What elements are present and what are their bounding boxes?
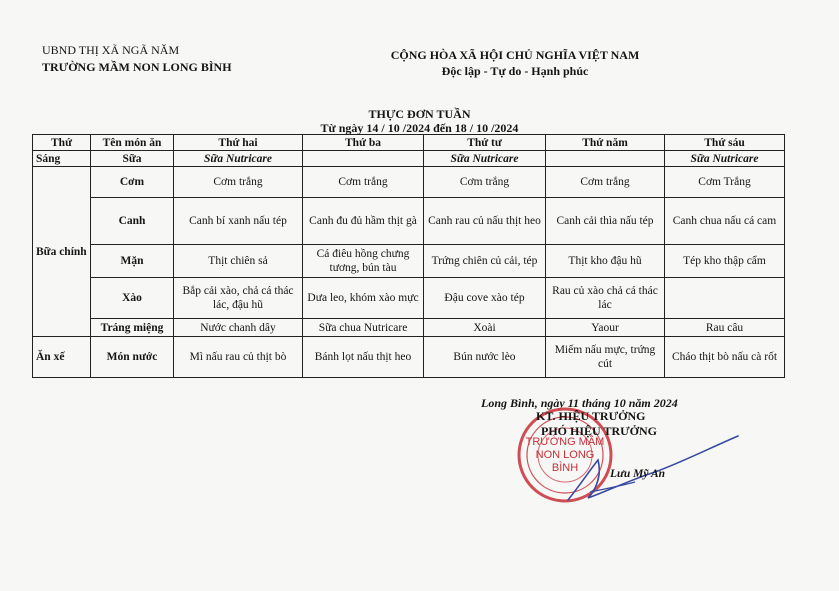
menu-cell: Cá điêu hồng chưng tương, bún tàu: [303, 245, 424, 278]
menu-cell: Cơm Trắng: [665, 167, 785, 198]
dish-cell: Mặn: [91, 245, 174, 278]
menu-cell: Rau câu: [665, 319, 785, 337]
menu-cell: Cơm trắng: [174, 167, 303, 198]
menu-cell: Tép kho thập cẩm: [665, 245, 785, 278]
menu-cell: Cơm trắng: [546, 167, 665, 198]
menu-cell: Cơm trắng: [303, 167, 424, 198]
menu-cell: [665, 278, 785, 319]
menu-cell: Bánh lọt nấu thịt heo: [303, 337, 424, 378]
table-row: [33, 278, 785, 319]
date-range: Từ ngày 14 / 10 /2024 đến 18 / 10 /2024: [320, 121, 519, 135]
menu-cell: Cháo thịt bò nấu cà rốt: [665, 337, 785, 378]
table-row: [33, 198, 785, 245]
menu-cell: Yaour: [546, 319, 665, 337]
menu-cell: Canh rau củ nấu thịt heo: [424, 198, 546, 245]
menu-cell: Canh bí xanh nấu tép: [174, 198, 303, 245]
header-cell: Thứ năm: [546, 135, 665, 151]
dish-cell: Sữa: [91, 151, 174, 167]
district-name: UBND THỊ XÃ NGÃ NĂM: [42, 43, 180, 57]
sign-date: Long Bình, ngày 11 tháng 10 năm 2024: [481, 396, 678, 410]
table-header-row: [33, 135, 785, 151]
menu-cell: [546, 151, 665, 167]
school-name: TRƯỜNG MẦM NON LONG BÌNH: [42, 60, 232, 74]
menu-cell: Sữa chua Nutricare: [303, 319, 424, 337]
header-right: [345, 47, 685, 79]
dish-cell: Món nước: [91, 337, 174, 378]
menu-cell: Bún nước lèo: [424, 337, 546, 378]
group-cell: Sáng: [33, 151, 91, 167]
menu-table: [32, 134, 785, 378]
menu-cell: Thịt kho đậu hũ: [546, 245, 665, 278]
menu-cell: Dưa leo, khóm xào mực: [303, 278, 424, 319]
dish-cell: Xào: [91, 278, 174, 319]
table-row: [33, 319, 785, 337]
header-cell: Thứ tư: [424, 135, 546, 151]
menu-cell: Sữa Nutricare: [424, 151, 546, 167]
header-cell: Thứ hai: [174, 135, 303, 151]
menu-cell: Sữa Nutricare: [174, 151, 303, 167]
menu-cell: Bắp cải xào, chả cá thác lác, đậu hũ: [174, 278, 303, 319]
table-row: [33, 245, 785, 278]
menu-cell: Xoài: [424, 319, 546, 337]
header-cell: Tên món ăn: [91, 135, 174, 151]
menu-cell: Canh cải thìa nấu tép: [546, 198, 665, 245]
motto: Độc lập - Tự do - Hạnh phúc: [441, 64, 589, 78]
dish-cell: Canh: [91, 198, 174, 245]
menu-cell: Sữa Nutricare: [665, 151, 785, 167]
menu-cell: Canh chua nấu cá cam: [665, 198, 785, 245]
table-row: [33, 151, 785, 167]
dish-cell: Tráng miệng: [91, 319, 174, 337]
group-cell: Bữa chính: [33, 167, 91, 337]
page-title: THỰC ĐƠN TUẦN: [368, 107, 471, 121]
header-cell: Thứ ba: [303, 135, 424, 151]
sign-role: PHÓ HIỆU TRƯỞNG: [541, 424, 658, 438]
group-cell: Ăn xế: [33, 337, 91, 378]
menu-cell: [303, 151, 424, 167]
menu-cell: Canh đu đủ hầm thịt gà: [303, 198, 424, 245]
header-cell: Thứ sáu: [665, 135, 785, 151]
signer-name: Lưu Mỹ An: [610, 468, 666, 480]
menu-cell: Đậu cove xào tép: [424, 278, 546, 319]
menu-cell: Nước chanh dây: [174, 319, 303, 337]
menu-cell: Thịt chiên sả: [174, 245, 303, 278]
stamp-text: TRƯỜNG MẦM NON LONG BÌNH: [525, 436, 605, 474]
table-row: [33, 337, 785, 378]
header-left: [42, 42, 232, 76]
menu-cell: Miếm nấu mực, trứng cút: [546, 337, 665, 378]
table-row: [33, 167, 785, 198]
dish-cell: Cơm: [91, 167, 174, 198]
menu-cell: Cơm trắng: [424, 167, 546, 198]
menu-cell: Trứng chiên củ cải, tép: [424, 245, 546, 278]
header-cell: Thứ: [33, 135, 91, 151]
nation-name: CỘNG HÒA XÃ HỘI CHỦ NGHĨA VIỆT NAM: [390, 48, 640, 62]
menu-cell: Rau củ xào chả cá thác lác: [546, 278, 665, 319]
sign-role: KT. HIỆU TRƯỞNG: [536, 409, 646, 423]
menu-cell: Mì nấu rau củ thịt bò: [174, 337, 303, 378]
